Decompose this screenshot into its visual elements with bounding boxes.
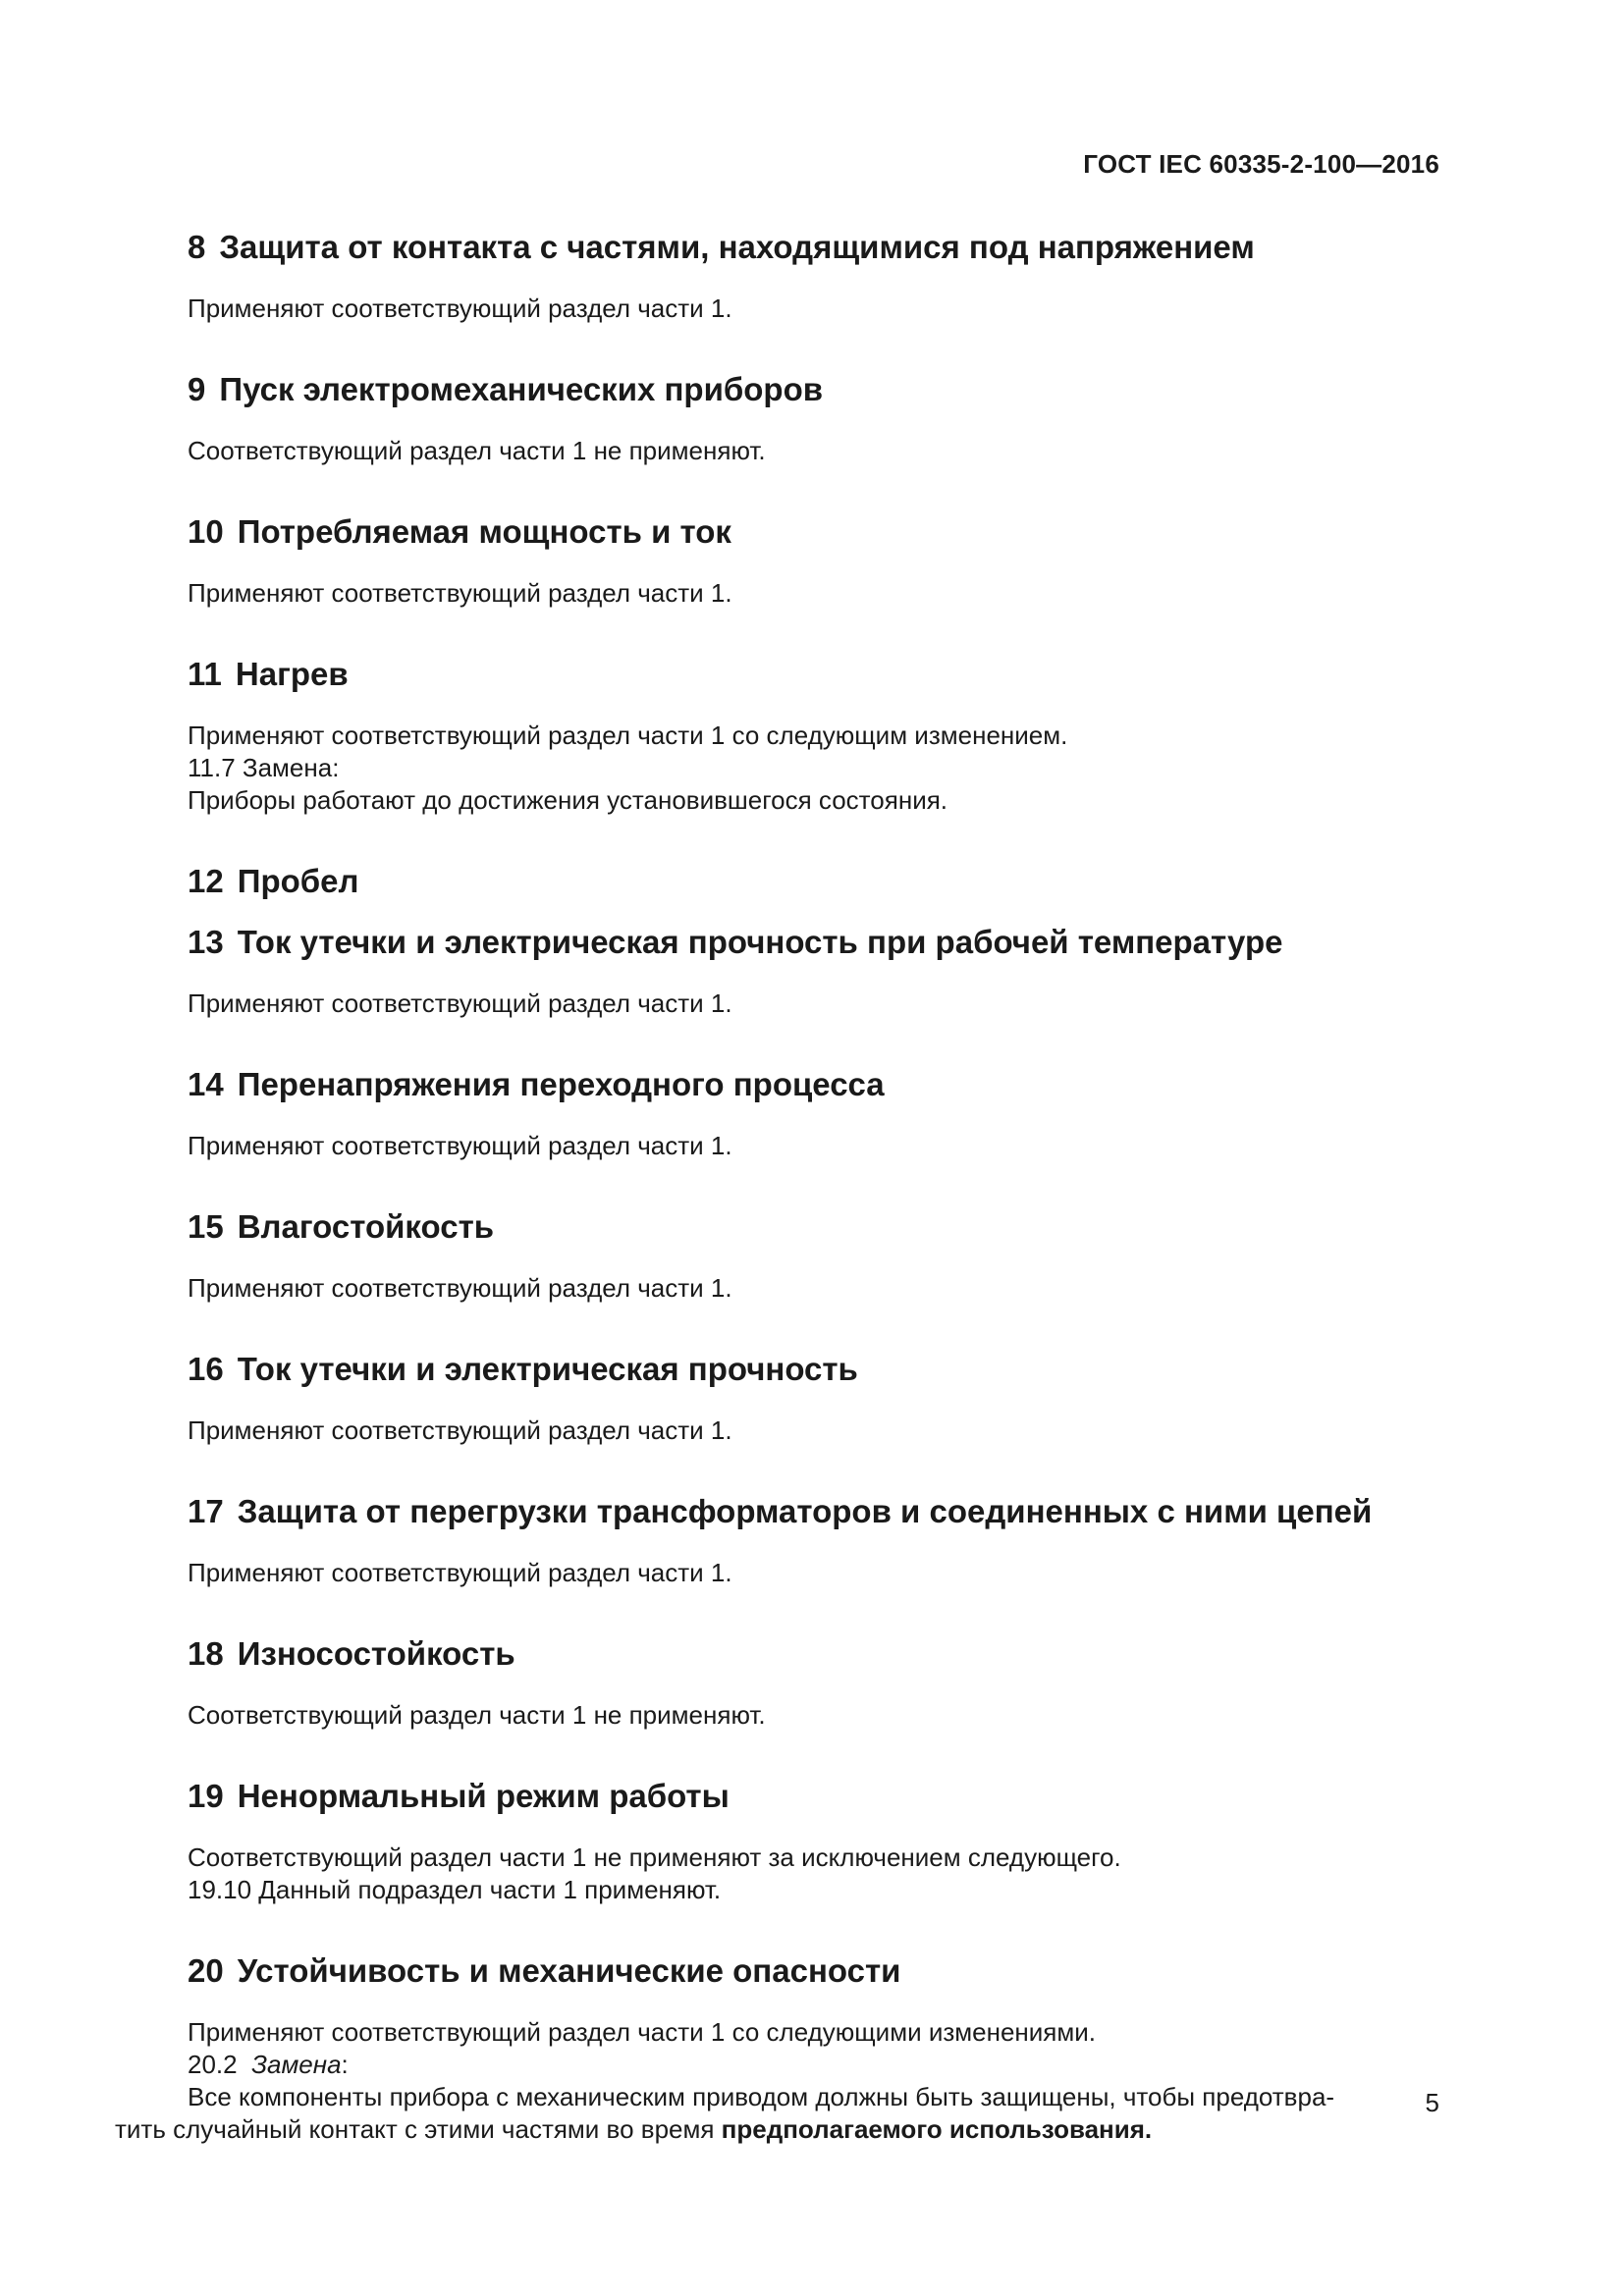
section-text: Применяют соответствующий раздел части 1 со следующим изменением. <box>188 721 1068 750</box>
section-title: Влагостойкость <box>237 1208 495 1245</box>
section-18 <box>188 1632 1439 1732</box>
section-10 <box>188 510 1439 610</box>
section-title: Пуск электромеханических приборов <box>219 371 824 407</box>
section-title: Ненормальный режим работы <box>237 1778 730 1814</box>
section-text: Применяют соответствующий раздел части 1. <box>188 1273 732 1303</box>
section-number: 14 <box>188 1066 224 1102</box>
paragraph-line-2 <box>115 2113 1439 2146</box>
paragraph-line-1: Все компоненты прибора с механическим приводом должны быть защищены, чтобы предотвра- <box>188 2082 1335 2111</box>
section-title: Защита от перегрузки трансформаторов и соединенных с ними цепей <box>237 1493 1373 1529</box>
section-text: Применяют соответствующий раздел части 1 со следующими изменениями. <box>188 2017 1097 2047</box>
standard-header: ГОСТ IEC 60335-2-100—2016 <box>1083 149 1439 179</box>
page-number: 5 <box>1425 2088 1439 2117</box>
section-number: 10 <box>188 513 224 550</box>
section-title: Защита от контакта с частями, находящимися под напряжением <box>219 229 1255 265</box>
section-heading <box>188 860 1439 903</box>
section-title: Нагрев <box>235 656 349 692</box>
section-title: Ток утечки и электрическая прочность при рабочей температуре <box>237 924 1283 960</box>
clause-number: 20.2 <box>188 2050 238 2079</box>
section-text: Соответствующий раздел части 1 не применяют. <box>188 1700 766 1730</box>
section-heading <box>188 1775 1439 1818</box>
section-heading <box>188 510 1439 554</box>
section-heading <box>188 653 1439 696</box>
section-12 <box>188 860 1439 903</box>
section-number: 17 <box>188 1493 224 1529</box>
section-text: Применяют соответствующий раздел части 1. <box>188 988 732 1018</box>
clause-text: 19.10 Данный подраздел части 1 применяют. <box>188 1875 722 1904</box>
section-number: 18 <box>188 1635 224 1672</box>
section-number: 9 <box>188 371 206 407</box>
section-text: Применяют соответствующий раздел части 1. <box>188 1131 732 1160</box>
section-text: Применяют соответствующий раздел части 1. <box>188 1558 732 1587</box>
clause-label: Замена <box>251 2050 342 2079</box>
section-heading <box>188 921 1439 964</box>
section-heading <box>188 1490 1439 1533</box>
section-heading <box>188 1348 1439 1391</box>
section-title: Устойчивость и механические опасности <box>237 1952 901 1989</box>
clause-text: 11.7 Замена: <box>188 753 340 782</box>
section-13 <box>188 921 1439 1020</box>
section-heading <box>188 226 1439 269</box>
section-number: 13 <box>188 924 224 960</box>
section-text: Соответствующий раздел части 1 не применяют. <box>188 436 766 465</box>
section-number: 11 <box>188 656 222 692</box>
section-17 <box>188 1490 1439 1589</box>
section-text: Применяют соответствующий раздел части 1. <box>188 294 732 323</box>
clause-colon: : <box>341 2050 349 2079</box>
section-text: Применяют соответствующий раздел части 1. <box>188 1415 732 1445</box>
section-8 <box>188 226 1439 325</box>
section-number: 19 <box>188 1778 224 1814</box>
section-text: Соответствующий раздел части 1 не применяют за исключением следующего. <box>188 1842 1121 1872</box>
section-heading <box>188 1205 1439 1249</box>
section-number: 12 <box>188 863 224 899</box>
section-20 <box>115 1949 1439 2146</box>
section-heading <box>188 1949 1439 1993</box>
section-14 <box>188 1063 1439 1162</box>
section-16 <box>188 1348 1439 1447</box>
section-heading <box>188 1063 1439 1106</box>
section-title: Пробел <box>237 863 359 899</box>
section-number: 15 <box>188 1208 224 1245</box>
section-9 <box>188 368 1439 467</box>
section-heading <box>188 368 1439 411</box>
clause-20-2 <box>188 2049 1439 2081</box>
section-title: Потребляемая мощность и ток <box>237 513 731 550</box>
section-title: Ток утечки и электрическая прочность <box>237 1351 858 1387</box>
section-text: Приборы работают до достижения установившегося состояния. <box>188 785 948 815</box>
paragraph-text: тить случайный контакт с этими частями во время <box>115 2114 722 2144</box>
section-heading <box>188 1632 1439 1676</box>
section-title: Износостойкость <box>237 1635 515 1672</box>
section-text: Применяют соответствующий раздел части 1. <box>188 578 732 608</box>
section-19 <box>188 1775 1439 1906</box>
section-number: 8 <box>188 229 206 265</box>
section-15 <box>188 1205 1439 1305</box>
defined-term: предполагаемого использования. <box>721 2114 1153 2144</box>
section-11 <box>188 653 1439 817</box>
page-content <box>115 226 1439 2146</box>
section-number: 16 <box>188 1351 224 1387</box>
section-title: Перенапряжения переходного процесса <box>237 1066 885 1102</box>
section-number: 20 <box>188 1952 224 1989</box>
